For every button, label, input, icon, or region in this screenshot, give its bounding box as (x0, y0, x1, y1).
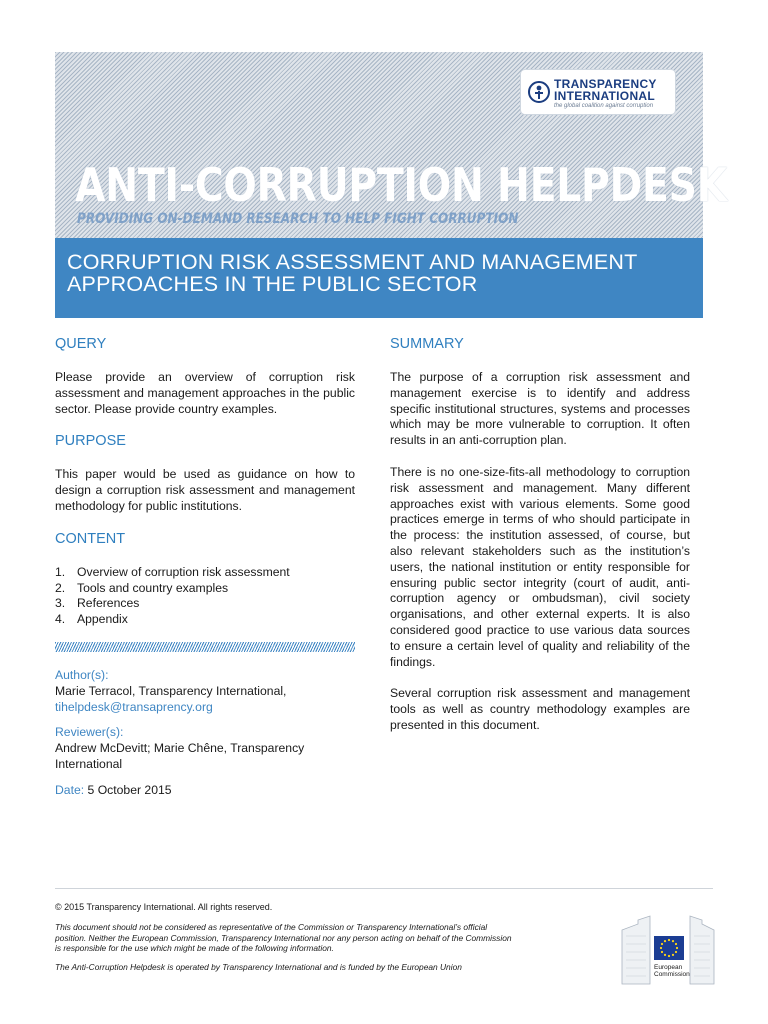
logo-tagline: the global coalition against corruption (554, 103, 654, 109)
content-list-item[interactable] (55, 581, 355, 597)
content-list (55, 565, 355, 628)
author-label: Author(s): (55, 667, 109, 682)
author-name: Marie Terracol, Transparency International, (55, 683, 287, 698)
helpdesk-subtitle: PROVIDING ON-DEMAND RESEARCH TO HELP FIGHT CORRUPTION (77, 211, 519, 227)
content-item-number: 1. (55, 564, 66, 579)
summary-paragraph-1: The purpose of a corruption risk assessment and management exercise is to identify and address specific institutional structures, systems and processes which may be more vulnerable to corruption. It often results in an anti-corruption plan. (390, 370, 690, 448)
transparency-international-logo[interactable] (521, 70, 675, 114)
purpose-text: This paper would be used as guidance on how to design a corruption risk assessment and management methodology for public institutions. (55, 467, 355, 513)
ec-logo-line2: Commission (654, 971, 690, 978)
helpdesk-title: ANTI-CORRUPTION HELPDESK (75, 158, 727, 212)
footer-divider (55, 888, 713, 889)
logo-text-line2: INTERNATIONAL (554, 89, 656, 103)
content-item-label: Tools and country examples (77, 580, 229, 595)
content-list-item[interactable] (55, 612, 355, 628)
author-block (55, 668, 355, 715)
summary-paragraph-3: Several corruption risk assessment and management tools as well as country methodology examples are presented in this document. (390, 686, 690, 732)
author-email-link[interactable]: tihelpdesk@transaprency.org (55, 699, 213, 714)
summary-paragraph-2: There is no one-size-fits-all methodology to corruption risk assessment and management. Many different approaches exist with various elements. Some good practices emerge in terms of who should participate in the process: the institution assessed, of course, but also relevant stakeholders such as the institution’s users, the national institution or entity responsible for ensuring public sector integrity (court of audit, anti-corruption agency or ombudsman), civil society organisations, and other external experts. It is also considered good practice to use various data sources to ensure a certain level of quality and reliability of the findings. (390, 464, 690, 669)
date-block (55, 783, 355, 799)
content-item-label: References (77, 596, 140, 611)
query-text: Please provide an overview of corruption risk assessment and management approaches in the public sector. Please provide country examples. (55, 370, 355, 416)
content-item-label: Appendix (77, 612, 128, 627)
left-column (55, 336, 355, 809)
reviewer-label: Reviewer(s): (55, 725, 124, 740)
query-heading: QUERY (55, 336, 107, 352)
european-commission-logo[interactable] (620, 912, 716, 988)
content-item-number: 4. (55, 612, 66, 627)
transparency-international-logo-icon (527, 80, 551, 104)
footer-funding-note: The Anti-Corruption Helpdesk is operated by Transparency International and is funded by the European Union (55, 962, 462, 972)
content-item-number: 2. (55, 580, 66, 595)
purpose-heading: PURPOSE (55, 433, 126, 450)
reviewer-block (55, 725, 355, 772)
helpdesk-banner (55, 52, 727, 238)
european-commission-logo-icon (620, 912, 716, 988)
hatched-divider (55, 642, 355, 652)
content-list-item[interactable] (55, 596, 355, 612)
logo-text-line1: TRANSPARENCY (554, 77, 657, 91)
content-item-number: 3. (55, 596, 66, 611)
footer-disclaimer: This document should not be considered as representative of the Commission or Transparency International’s official position. Neither the European Commission, Transparency International nor any person acting on behalf of the Commission is responsible for the use which might be made of the following information. (55, 922, 512, 953)
footer-copyright: © 2015 Transparency International. All rights reserved. (55, 902, 273, 912)
content-list-item[interactable] (55, 565, 355, 581)
reviewer-names: Andrew McDevitt; Marie Chêne, Transparency International (55, 741, 305, 771)
document-title: CORRUPTION RISK ASSESSMENT AND MANAGEMENT APPROACHES IN THE PUBLIC SECTOR (67, 250, 638, 296)
document-title-band (55, 238, 703, 318)
summary-heading: SUMMARY (390, 336, 464, 352)
ec-logo-line1: European (654, 964, 683, 971)
content-item-label: Overview of corruption risk assessment (77, 564, 290, 579)
right-column (390, 336, 690, 750)
content-heading: CONTENT (55, 530, 126, 547)
date-value: 5 October 2015 (87, 782, 172, 797)
date-label: Date: (55, 782, 85, 797)
